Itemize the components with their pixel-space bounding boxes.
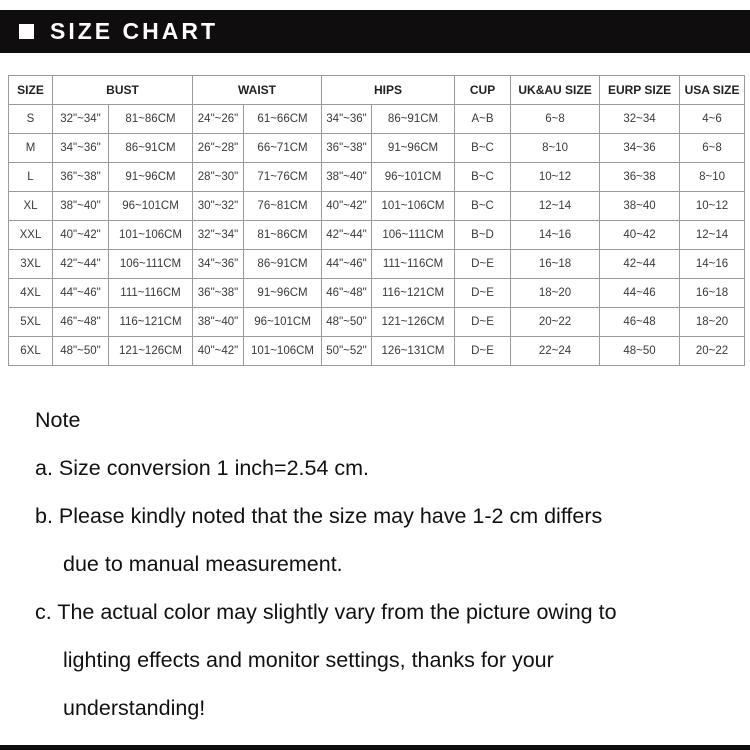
column-header-usa-size: USA SIZE (680, 76, 745, 105)
note-line-c-cont1: lighting effects and monitor settings, thanks for your (63, 648, 554, 672)
column-header-hips: HIPS (322, 76, 455, 105)
table-cell: 18~20 (511, 279, 600, 308)
bottom-bar (0, 745, 750, 750)
table-cell: 4XL (9, 279, 53, 308)
table-cell: M (9, 134, 53, 163)
table-cell: 61~66CM (244, 105, 322, 134)
table-row (9, 337, 745, 366)
table-row (9, 163, 745, 192)
table-row (9, 221, 745, 250)
table-cell: D~E (455, 308, 511, 337)
table-cell: 8~10 (680, 163, 745, 192)
column-header-cup: CUP (455, 76, 511, 105)
table-cell: 38"~40" (322, 163, 372, 192)
table-cell: 5XL (9, 308, 53, 337)
table-cell: 81~86CM (244, 221, 322, 250)
table-row (9, 192, 745, 221)
note-line-b: b. Please kindly noted that the size may have 1-2 cm differs (35, 504, 603, 528)
table-cell: 44"~46" (53, 279, 109, 308)
note-line-a: a. Size conversion 1 inch=2.54 cm. (35, 456, 370, 480)
table-cell: 106~111CM (372, 221, 455, 250)
table-cell: 101~106CM (109, 221, 193, 250)
table-cell: 121~126CM (372, 308, 455, 337)
table-cell: 36"~38" (53, 163, 109, 192)
table-cell: 38"~40" (193, 308, 244, 337)
table-row (9, 250, 745, 279)
table-cell: 28"~30" (193, 163, 244, 192)
table-cell: 46"~48" (53, 308, 109, 337)
table-cell: 34"~36" (53, 134, 109, 163)
header-bar (0, 10, 750, 53)
table-cell: 10~12 (680, 192, 745, 221)
table-cell: 32"~34" (53, 105, 109, 134)
table-cell: 38~40 (600, 192, 680, 221)
table-cell: B~C (455, 134, 511, 163)
table-cell: 20~22 (680, 337, 745, 366)
table-cell: 121~126CM (109, 337, 193, 366)
table-cell: 6XL (9, 337, 53, 366)
table-cell: A~B (455, 105, 511, 134)
table-cell: 71~76CM (244, 163, 322, 192)
table-cell: 12~14 (511, 192, 600, 221)
notes-list (35, 444, 735, 732)
table-cell: 40~42 (600, 221, 680, 250)
table-cell: 16~18 (511, 250, 600, 279)
table-cell: D~E (455, 250, 511, 279)
table-cell: 36~38 (600, 163, 680, 192)
table-cell: 8~10 (511, 134, 600, 163)
table-cell: 48~50 (600, 337, 680, 366)
table-cell: 34~36 (600, 134, 680, 163)
notes-section (35, 396, 735, 732)
note-line-b-cont1: due to manual measurement. (63, 552, 343, 576)
table-cell: 111~116CM (109, 279, 193, 308)
table-cell: 111~116CM (372, 250, 455, 279)
table-cell: 96~101CM (372, 163, 455, 192)
table-cell: 24"~26" (193, 105, 244, 134)
table-cell: XL (9, 192, 53, 221)
table-cell: 40"~42" (193, 337, 244, 366)
column-header-bust: BUST (53, 76, 193, 105)
table-row (9, 279, 745, 308)
table-cell: 6~8 (680, 134, 745, 163)
table-row (9, 105, 745, 134)
column-header-eurp-size: EURP SIZE (600, 76, 680, 105)
table-cell: 116~121CM (109, 308, 193, 337)
table-cell: 40"~42" (322, 192, 372, 221)
table-cell: 50"~52" (322, 337, 372, 366)
size-table-body (9, 105, 745, 366)
table-cell: 44"~46" (322, 250, 372, 279)
table-cell: 14~16 (511, 221, 600, 250)
table-cell: 10~12 (511, 163, 600, 192)
table-cell: 86~91CM (109, 134, 193, 163)
table-cell: 101~106CM (244, 337, 322, 366)
size-chart-table (8, 75, 745, 366)
table-cell: B~C (455, 163, 511, 192)
table-row (9, 308, 745, 337)
square-bullet-icon (19, 24, 34, 39)
table-cell: 4~6 (680, 105, 745, 134)
table-cell: D~E (455, 279, 511, 308)
table-cell: 76~81CM (244, 192, 322, 221)
table-cell: 126~131CM (372, 337, 455, 366)
table-cell: 6~8 (511, 105, 600, 134)
table-cell: 116~121CM (372, 279, 455, 308)
column-header-ukau-size: UK&AU SIZE (511, 76, 600, 105)
table-cell: S (9, 105, 53, 134)
table-cell: D~E (455, 337, 511, 366)
note-line-c: c. The actual color may slightly vary from the picture owing to (35, 600, 617, 624)
table-cell: 12~14 (680, 221, 745, 250)
table-cell: 91~96CM (372, 134, 455, 163)
table-cell: 26"~28" (193, 134, 244, 163)
page-title: SIZE CHART (50, 18, 218, 44)
table-cell: 38"~40" (53, 192, 109, 221)
table-cell: 91~96CM (244, 279, 322, 308)
table-cell: 91~96CM (109, 163, 193, 192)
table-cell: 81~86CM (109, 105, 193, 134)
table-cell: 48"~50" (53, 337, 109, 366)
table-cell: 14~16 (680, 250, 745, 279)
column-header-waist: WAIST (193, 76, 322, 105)
table-cell: 18~20 (680, 308, 745, 337)
table-cell: B~C (455, 192, 511, 221)
table-cell: 34"~36" (193, 250, 244, 279)
table-row (9, 134, 745, 163)
table-cell: 42"~44" (53, 250, 109, 279)
table-cell: 86~91CM (372, 105, 455, 134)
table-cell: 32~34 (600, 105, 680, 134)
table-cell: 96~101CM (109, 192, 193, 221)
table-cell: 46~48 (600, 308, 680, 337)
table-cell: L (9, 163, 53, 192)
table-cell: 42~44 (600, 250, 680, 279)
table-cell: 42"~44" (322, 221, 372, 250)
table-cell: 40"~42" (53, 221, 109, 250)
table-cell: 46"~48" (322, 279, 372, 308)
table-cell: 16~18 (680, 279, 745, 308)
table-cell: 32"~34" (193, 221, 244, 250)
table-cell: XXL (9, 221, 53, 250)
table-cell: 30"~32" (193, 192, 244, 221)
table-cell: 106~111CM (109, 250, 193, 279)
table-cell: B~D (455, 221, 511, 250)
table-cell: 20~22 (511, 308, 600, 337)
table-cell: 22~24 (511, 337, 600, 366)
table-cell: 36"~38" (193, 279, 244, 308)
table-header-row (9, 76, 745, 105)
table-cell: 66~71CM (244, 134, 322, 163)
table-cell: 48"~50" (322, 308, 372, 337)
table-cell: 96~101CM (244, 308, 322, 337)
table-cell: 101~106CM (372, 192, 455, 221)
note-line-c-cont2: understanding! (63, 696, 206, 720)
table-cell: 44~46 (600, 279, 680, 308)
column-header-size: SIZE (9, 76, 53, 105)
notes-title: Note (35, 408, 81, 432)
table-cell: 36"~38" (322, 134, 372, 163)
table-cell: 86~91CM (244, 250, 322, 279)
table-cell: 34"~36" (322, 105, 372, 134)
table-cell: 3XL (9, 250, 53, 279)
